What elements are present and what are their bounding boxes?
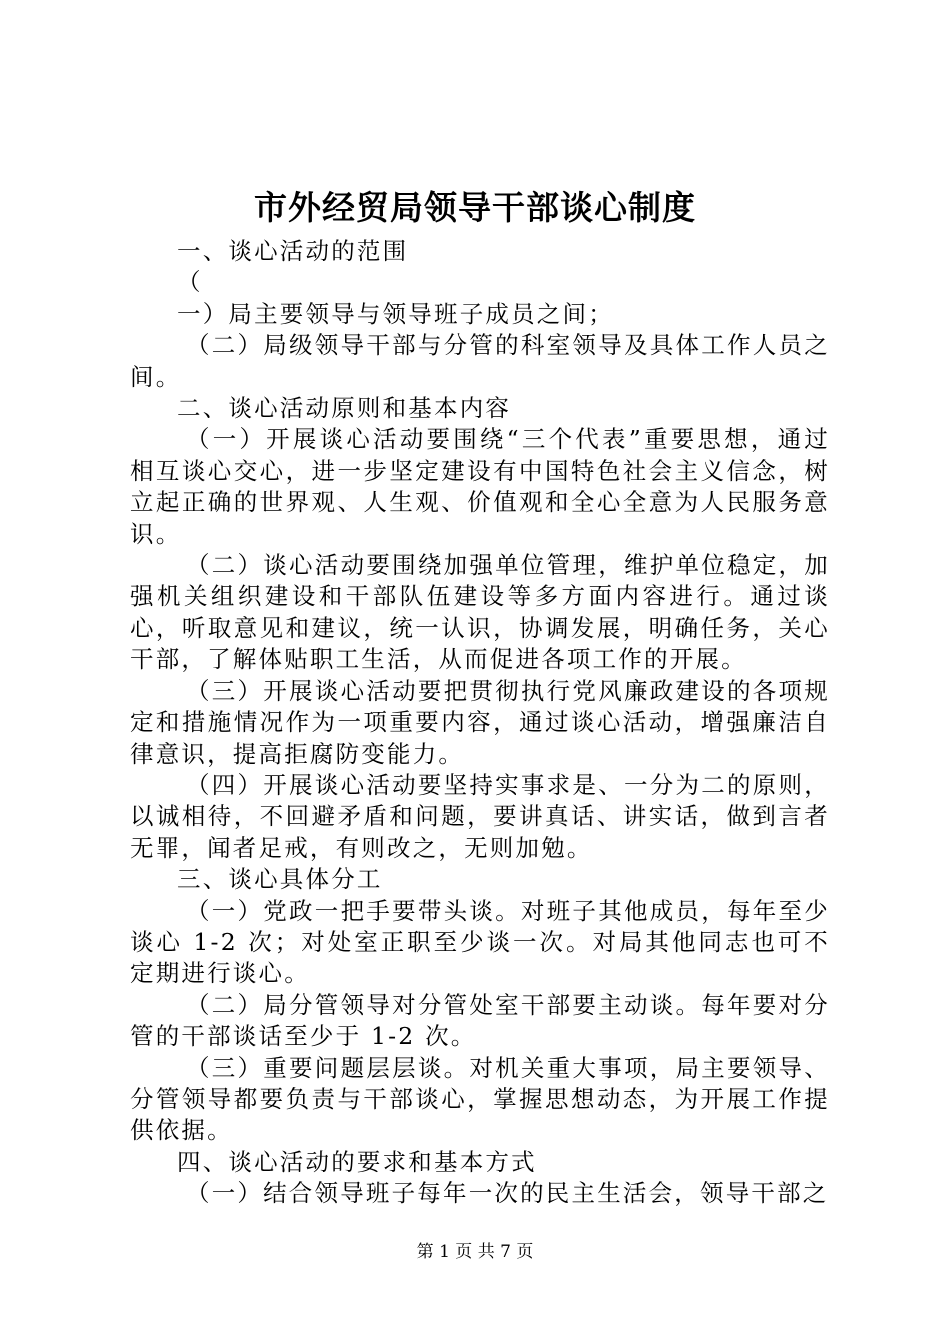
paragraph: （一）结合领导班子每年一次的民主生活会，领导干部之	[186, 1179, 829, 1208]
paragraph: （	[177, 268, 203, 297]
paragraph: （一）开展谈心活动要围绕“三个代表”重要思想，通过相互谈心交心，进一步坚定建设有中国特色社会主义信念，树立起正确的世界观、人生观、价值观和全心全意为人民服务意识。	[130, 425, 830, 548]
paragraph: 一）局主要领导与领导班子成员之间；	[177, 299, 614, 328]
paragraph: （二）局级领导干部与分管的科室领导及具体工作人员之间。	[130, 331, 830, 391]
section-heading-3: 三、谈心具体分工	[177, 865, 383, 894]
paragraph: （四）开展谈心活动要坚持实事求是、一分为二的原则，以诚相待，不回避矛盾和问题，要讲真话、讲实话，做到言者无罪，闻者足戒，有则改之，无则加勉。	[130, 770, 830, 862]
paragraph: （二）局分管领导对分管处室干部要主动谈。每年要对分管的干部谈话至少于 1-2 次。	[130, 990, 830, 1051]
document-title: 市外经贸局领导干部谈心制度	[254, 188, 696, 227]
section-heading-1: 一、谈心活动的范围	[177, 237, 409, 265]
paragraph: （二）谈心活动要围绕加强单位管理，维护单位稳定，加强机关组织建设和干部队伍建设等多方面内容进行。通过谈心，听取意见和建议，统一认识，协调发展，明确任务，关心干部，了解体贴职工生活，从而促进各项工作的开展。	[130, 551, 830, 674]
paragraph: （一）党政一把手要带头谈。对班子其他成员，每年至少谈心 1-2 次；对处室正职至少谈一次。对局其他同志也可不定期进行谈心。	[130, 896, 830, 988]
section-heading-2: 二、谈心活动原则和基本内容	[177, 394, 512, 423]
page-footer: 第 1 页 共 7 页	[416, 1242, 534, 1262]
section-heading-4: 四、谈心活动的要求和基本方式	[177, 1147, 537, 1176]
paragraph: （三）开展谈心活动要把贯彻执行党风廉政建设的各项规定和措施情况作为一项重要内容，通过谈心活动，增强廉洁自律意识，提高拒腐防变能力。	[130, 676, 830, 768]
document-body	[130, 236, 830, 1210]
paragraph: （三）重要问题层层谈。对机关重大事项，局主要领导、分管领导都要负责与干部谈心，掌握思想动态，为开展工作提供依据。	[130, 1053, 830, 1145]
